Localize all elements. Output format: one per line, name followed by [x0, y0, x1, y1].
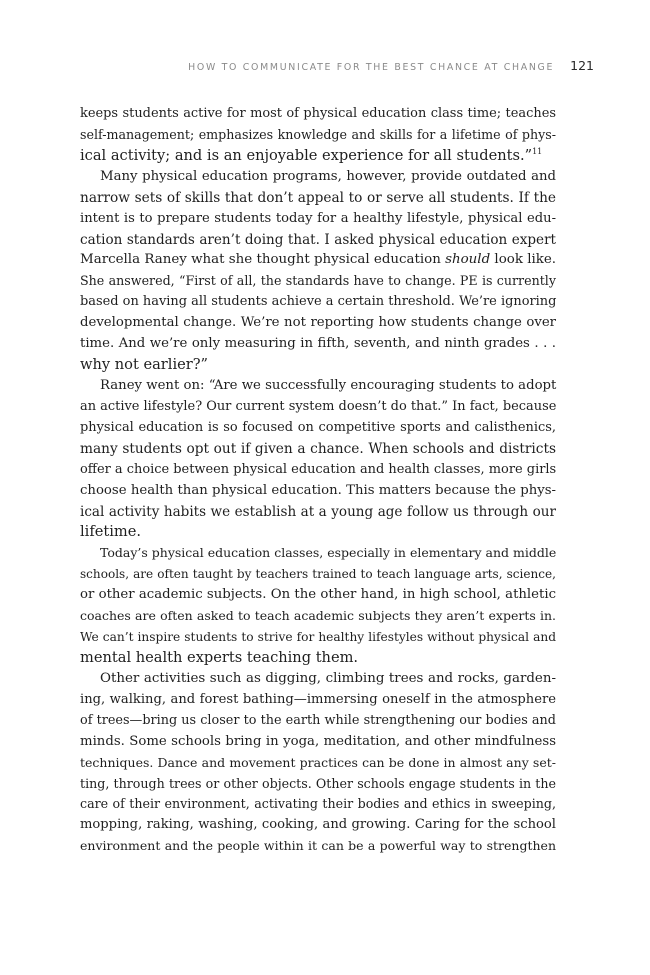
text-line: an active lifestyle? Our current system doesn’t do that.” In fact, because	[80, 398, 557, 414]
text-line: Marcella Raney what she thought physical education	[80, 252, 446, 268]
text-line: narrow sets of skills that don’t appeal to or serve all students. If the	[80, 189, 556, 206]
text-line: ical activity habits we establish at a young age follow us through our	[80, 503, 556, 520]
text-line-with-footnote	[80, 146, 556, 167]
text-line: Today’s physical education classes, especially in elementary and middle	[100, 545, 557, 561]
text-line: ing, walking, and forest bathing—immersing oneself in the atmosphere	[80, 691, 556, 707]
paragraph-2	[80, 167, 556, 376]
text-line: cation standards aren’t doing that. I asked physical education expert	[80, 231, 556, 248]
text-line: schools, are often taught by teachers trained to teach language arts, science,	[80, 567, 556, 582]
text-line: self-management; emphasizes knowledge and skills for a lifetime of phys-	[80, 126, 556, 142]
text-line: keeps students active for most of physical education class time; teaches	[80, 106, 556, 121]
text-line: why not earlier?”	[80, 356, 209, 374]
text-line: We can’t inspire students to strive for healthy lifestyles without physical and	[80, 630, 556, 645]
text-line: Raney went on: “Are we successfully encouraging students to adopt	[100, 377, 557, 393]
text-line: many students opt out if given a chance. When schools and districts	[80, 440, 556, 457]
text-line: lifetime.	[80, 523, 142, 541]
footnote-marker: 11	[532, 146, 543, 156]
paragraph-3	[80, 376, 556, 543]
text-line: time. And we’re only measuring in fifth, seventh, and ninth grades . . .	[80, 336, 556, 352]
running-head	[188, 58, 594, 73]
text-line: based on having all students achieve a certain threshold. We’re ignoring	[80, 294, 557, 310]
text-line: Many physical education programs, however, provide outdated and	[100, 168, 556, 184]
text-line: environment and the people within it can be a powerful way to strengthen	[80, 838, 556, 854]
text-line: mental health experts teaching them.	[80, 648, 359, 666]
paragraph-1	[80, 104, 556, 167]
running-head-title: HOW TO COMMUNICATE FOR THE BEST CHANCE AT CHANGE	[188, 62, 555, 73]
text-line: ical activity; and is an enjoyable experience for all students.”	[80, 146, 533, 164]
text-line: coaches are often asked to teach academic subjects they aren’t experts in.	[80, 608, 556, 624]
text-line-with-emphasis	[80, 250, 556, 271]
text-line: offer a choice between physical education and health classes, more girls	[80, 461, 557, 477]
text-line: care of their environment, activating their bodies and ethics in sweeping,	[80, 796, 556, 812]
text-line: Other activities such as digging, climbing trees and rocks, garden-	[100, 670, 556, 686]
body-text	[80, 104, 556, 857]
paragraph-4	[80, 543, 556, 669]
paragraph-5	[80, 669, 556, 857]
page-number: 121	[570, 58, 594, 73]
text-line: She answered, “First of all, the standards have to change. PE is currently	[80, 273, 556, 289]
text-line: techniques. Dance and movement practices can be done in almost any set-	[80, 754, 556, 770]
text-line: intent is to prepare students today for a healthy lifestyle, physical edu-	[80, 210, 556, 226]
text-line: or other academic subjects. On the other hand, in high school, athletic	[80, 587, 556, 603]
text-line: minds. Some schools bring in yoga, meditation, and other mindfulness	[80, 733, 556, 749]
text-line: choose health than physical education. This matters because the phys-	[80, 482, 556, 498]
text-line: ting, through trees or other objects. Other schools engage students in the	[80, 775, 556, 791]
emphasis-word: should	[445, 252, 491, 268]
text-line: physical education is so focused on competitive sports and calisthenics,	[80, 419, 556, 435]
text-line: mopping, raking, washing, cooking, and growing. Caring for the school	[80, 817, 556, 833]
text-line-tail: look like.	[490, 252, 557, 268]
text-line: developmental change. We’re not reporting how students change over	[80, 315, 556, 331]
text-line: of trees—bring us closer to the earth while strengthening our bodies and	[80, 712, 556, 728]
